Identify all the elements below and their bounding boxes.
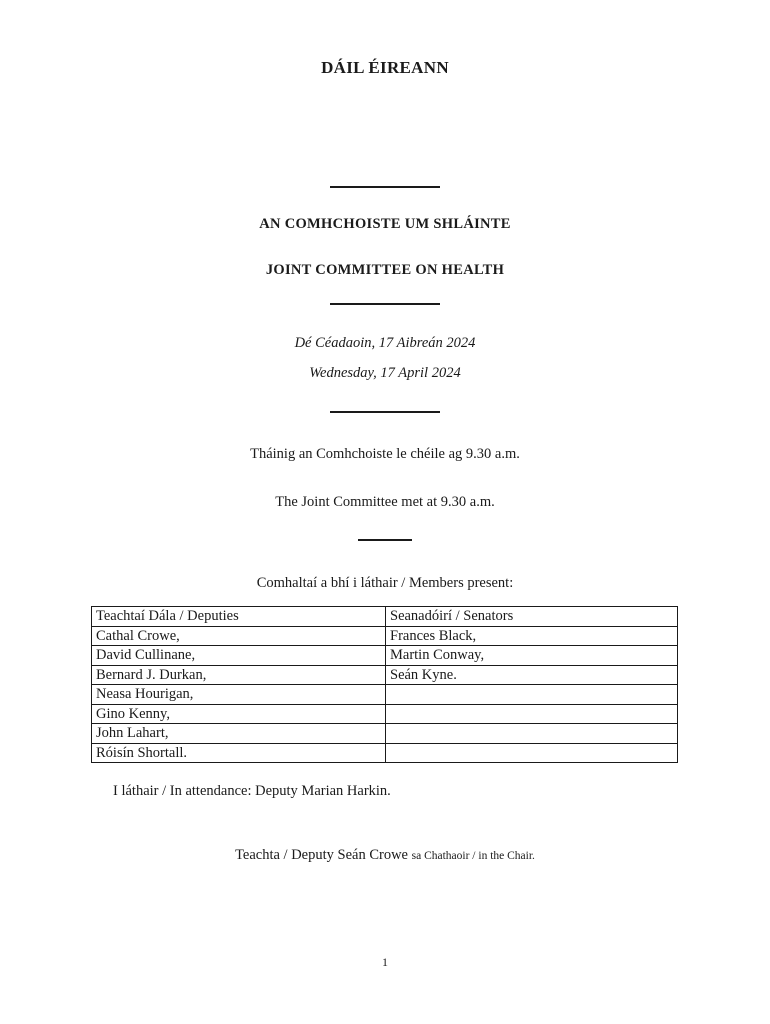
table-row <box>92 704 678 724</box>
deputy-name: David Cullinane, <box>92 646 386 666</box>
chair-name: Teachta / Deputy Seán Crowe <box>235 847 408 863</box>
meeting-time-irish: Tháinig an Comhchoiste le chéile ag 9.30 a.m. <box>250 446 520 462</box>
empty-cell <box>386 724 678 744</box>
empty-cell <box>386 704 678 724</box>
senator-name: Seán Kyne. <box>386 665 678 685</box>
meeting-time-english: The Joint Committee met at 9.30 a.m. <box>275 494 495 510</box>
empty-cell <box>386 743 678 763</box>
divider-rule <box>330 186 440 188</box>
deputy-name: Bernard J. Durkan, <box>92 665 386 685</box>
table-row <box>92 724 678 744</box>
date-english: Wednesday, 17 April 2024 <box>309 365 461 381</box>
chair-line <box>0 847 770 864</box>
table-row <box>92 743 678 763</box>
deputy-name: Róisín Shortall. <box>92 743 386 763</box>
senator-name: Frances Black, <box>386 626 678 646</box>
committee-title-irish: AN COMHCHOISTE UM SHLÁINTE <box>259 216 511 232</box>
senator-name: Martin Conway, <box>386 646 678 666</box>
deputy-name: John Lahart, <box>92 724 386 744</box>
table-header-row <box>92 607 678 627</box>
table-row <box>92 685 678 705</box>
divider-rule-short <box>358 539 412 541</box>
members-table <box>91 606 678 763</box>
committee-title-english: JOINT COMMITTEE ON HEALTH <box>265 262 505 278</box>
date-irish: Dé Céadaoin, 17 Aibreán 2024 <box>294 335 476 351</box>
senators-column-header: Seanadóirí / Senators <box>386 607 678 627</box>
house-title: DÁIL ÉIREANN <box>321 58 449 77</box>
table-row <box>92 665 678 685</box>
table-row <box>92 626 678 646</box>
deputy-name: Neasa Hourigan, <box>92 685 386 705</box>
attendance-line: I láthair / In attendance: Deputy Marian Harkin. <box>113 783 391 799</box>
empty-cell <box>386 685 678 705</box>
chair-suffix: sa Chathaoir / in the Chair. <box>411 850 535 862</box>
table-row <box>92 646 678 666</box>
divider-rule <box>330 303 440 305</box>
deputy-name: Gino Kenny, <box>92 704 386 724</box>
deputies-column-header: Teachtaí Dála / Deputies <box>92 607 386 627</box>
divider-rule <box>330 411 440 413</box>
page-number: 1 <box>382 955 388 969</box>
members-heading: Comhaltaí a bhí i láthair / Members present: <box>256 575 514 591</box>
deputy-name: Cathal Crowe, <box>92 626 386 646</box>
